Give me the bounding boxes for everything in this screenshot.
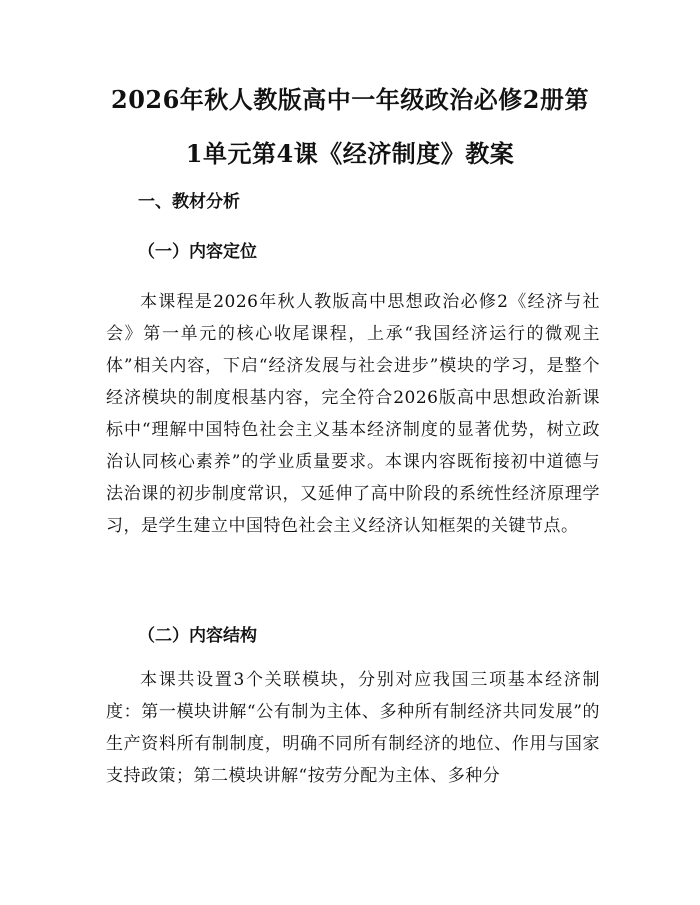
subsection-heading-content-positioning: （一）内容定位 (138, 242, 257, 262)
subsection-heading-content-structure: （二）内容结构 (138, 626, 257, 646)
paragraph-content-structure: 本课共设置3个关联模块，分别对应我国三项基本经济制度：第一模块讲解“公有制为主体、多种所有制经济共同发展”的生产资料所有制制度，明确不同所有制经济的地位、作用与国家支持政策；第二模块讲解“按劳分配为主体、多种分 (106, 670, 600, 786)
document-title-line-1: 2026年秋人教版高中一年级政治必修2册第 (111, 85, 589, 114)
document-title-line-2: 1单元第4课《经济制度》教案 (185, 139, 515, 168)
paragraph-content-positioning: 本课程是2026年秋人教版高中思想政治必修2《经济与社会》第一单元的核心收尾课程，上承“我国经济运行的微观主体”相关内容，下启“经济发展与社会进步”模块的学习，是整个经济模块的制度根基内容，完全符合2026版高中思想政治新课标中“理解中国特色社会主义基本经济制度的显著优势，树立政治认同核心素养”的学业质量要求。本课内容既衔接初中道德与法治课的初步制度常识，又延伸了高中阶段的系统性经济原理学习，是学生建立中国特色社会主义经济认知框架的关键节点。 (106, 292, 600, 536)
section-heading-textbook-analysis: 一、教材分析 (138, 192, 240, 212)
